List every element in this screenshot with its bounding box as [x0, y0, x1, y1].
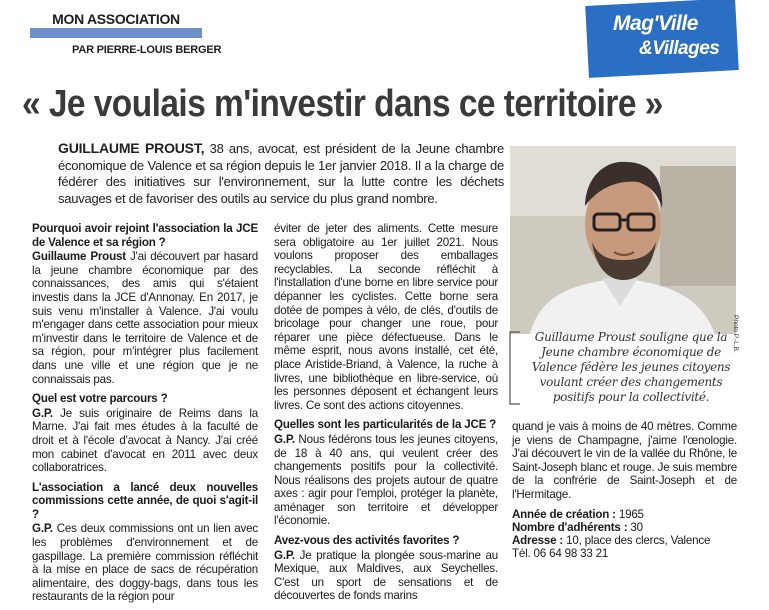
info-members-label: Nombre d'adhérents :: [512, 520, 628, 534]
question-3: L'association a lancé deux nouvelles commissions cette année, de quoi s'agit-il ?: [32, 480, 258, 521]
article-column-3: [512, 420, 737, 560]
portrait-photo: [510, 146, 736, 334]
article-column-1: [32, 222, 258, 610]
info-address-value: 10, place des clercs, Valence: [563, 533, 711, 547]
photo-credit: Photo P.-L.B.: [732, 315, 739, 353]
info-address: [512, 534, 737, 547]
info-members: [512, 521, 737, 534]
answer-3: Ces deux commissions ont un lien avec les problèmes d'environnement et de gaspillage. La première commission réfléchit à la mise en place de sacs de récupération alimentaire, des doggy-bags, dans tous les restaurants de la région pour: [32, 522, 258, 604]
question-4: Quelles sont les particularités de la JCE ?: [274, 418, 497, 432]
answer-2: Je suis originaire de Reims dans la Marne. J'ai fait mes études à la faculté de droit et à l'école d'avocat à Nancy. J'ai créé mon cabinet d'avocat en 2011 avec deux collaboratrices.: [32, 406, 258, 475]
article-column-2: [274, 222, 498, 609]
answer-1-speaker: Guillaume Proust: [32, 250, 126, 264]
association-info: [512, 508, 737, 560]
logo-line-2: &Villages: [639, 38, 720, 59]
answer-4: Nous fédérons tous les jeunes citoyens, de 18 à 40 ans, qui veulent créer des changements positifs pour la collectivité. Nous réalisons des projets autour de quatre axes : agir pour l'emploi, protéger la planète, aménager son territoire et développer l'économie.: [274, 432, 498, 528]
answer-3-continued: éviter de jeter des aliments. Cette mesure sera obligatoire au 1er juillet 2021. Nous voulons proposer des emballages recyclables. La seconde réfléchit à l'installation d'une borne en libre service pour dépanner les cyclistes. Cette borne sera dotée de pompes à vélo, de clés, d'outils de bricolage pour changer une roue, pour réparer une pièce défectueuse. Dans le même esprit, nous avons installé, cet été, place Aristide-Briand, à Valence, la ruche à livres, une bibliothèque en libre-service, où les personnes déposent et échangent leurs livres. Ce sont des actions citoyennes.: [274, 222, 498, 412]
answer-5-continued: quand je vais à moins de 40 mètres. Comme je viens de Champagne, j'aime l'œnologie. J'ai découvert le vin de la vallée du Rhône, le Saint-Joseph blanc et rouge. Je suis membre de la confrérie de Saint-Joseph et de l'Hermitage.: [512, 420, 737, 501]
standfirst: [58, 140, 504, 207]
answer-5: Je pratique la plongée sous-marine au Mexique, aux Maldives, aux Seychelles. C'est un sport de sensations et de découvertes de fonds marins: [274, 548, 498, 603]
info-creation-label: Année de création :: [512, 507, 616, 521]
standfirst-name: GUILLAUME PROUST,: [58, 140, 205, 156]
question-2: Quel est votre parcours ?: [32, 392, 168, 406]
answer-5-speaker: G.P.: [274, 548, 295, 562]
photo-caption: Guillaume Proust souligne que la Jeune chambre économique de Valence fédère les jeunes citoyens voulant créer des changements positifs pour la collectivité.: [531, 330, 731, 404]
question-1: Pourquoi avoir rejoint l'association la JCE de Valence et sa région ?: [32, 222, 258, 249]
answer-4-speaker: G.P.: [274, 432, 295, 446]
answer-2-speaker: G.P.: [32, 406, 53, 420]
portrait-illustration: [510, 146, 736, 334]
question-5: Avez-vous des activités favorites ?: [274, 534, 460, 548]
magazine-logo: [587, 2, 737, 74]
info-creation-value: 1965: [615, 507, 644, 521]
photo-caption-box: [506, 328, 740, 408]
answer-3-speaker: G.P.: [32, 522, 53, 536]
info-address-label: Adresse :: [512, 533, 564, 547]
rubric-title: MON ASSOCIATION: [30, 10, 202, 28]
info-members-value: 30: [627, 520, 643, 534]
headline: « Je voulais m'investir dans ce territoire »: [22, 83, 663, 125]
byline: PAR PIERRE-LOUIS BERGER: [72, 44, 222, 56]
info-creation: [512, 508, 737, 521]
logo-line-1: Mag'Ville: [613, 12, 698, 35]
standfirst-text: 38 ans, avocat, est président de la Jeune chambre économique de Valence et sa région depuis le 1er janvier 2018. Il a la charge de fédérer des initiatives sur l'environnement, sur la lutte contre les déchets sauvages et de favoriser des outils au service du plus grand nombre.: [58, 141, 504, 206]
info-phone: Tél. 06 64 98 33 21: [512, 546, 609, 560]
rubric-banner: [30, 10, 202, 38]
answer-1: J'ai découvert par hasard la jeune chambre économique par des connaissances, des amis qui s'étaient investis dans la JCE d'Annonay. En 2017, je suis venu m'installer à Valence. J'ai voulu m'engager dans cette association pour mieux m'investir dans le territoire de Valence et de sa région, pour m'intégrer plus facilement dans une ville et une région que je ne connaissais pas.: [32, 250, 259, 386]
